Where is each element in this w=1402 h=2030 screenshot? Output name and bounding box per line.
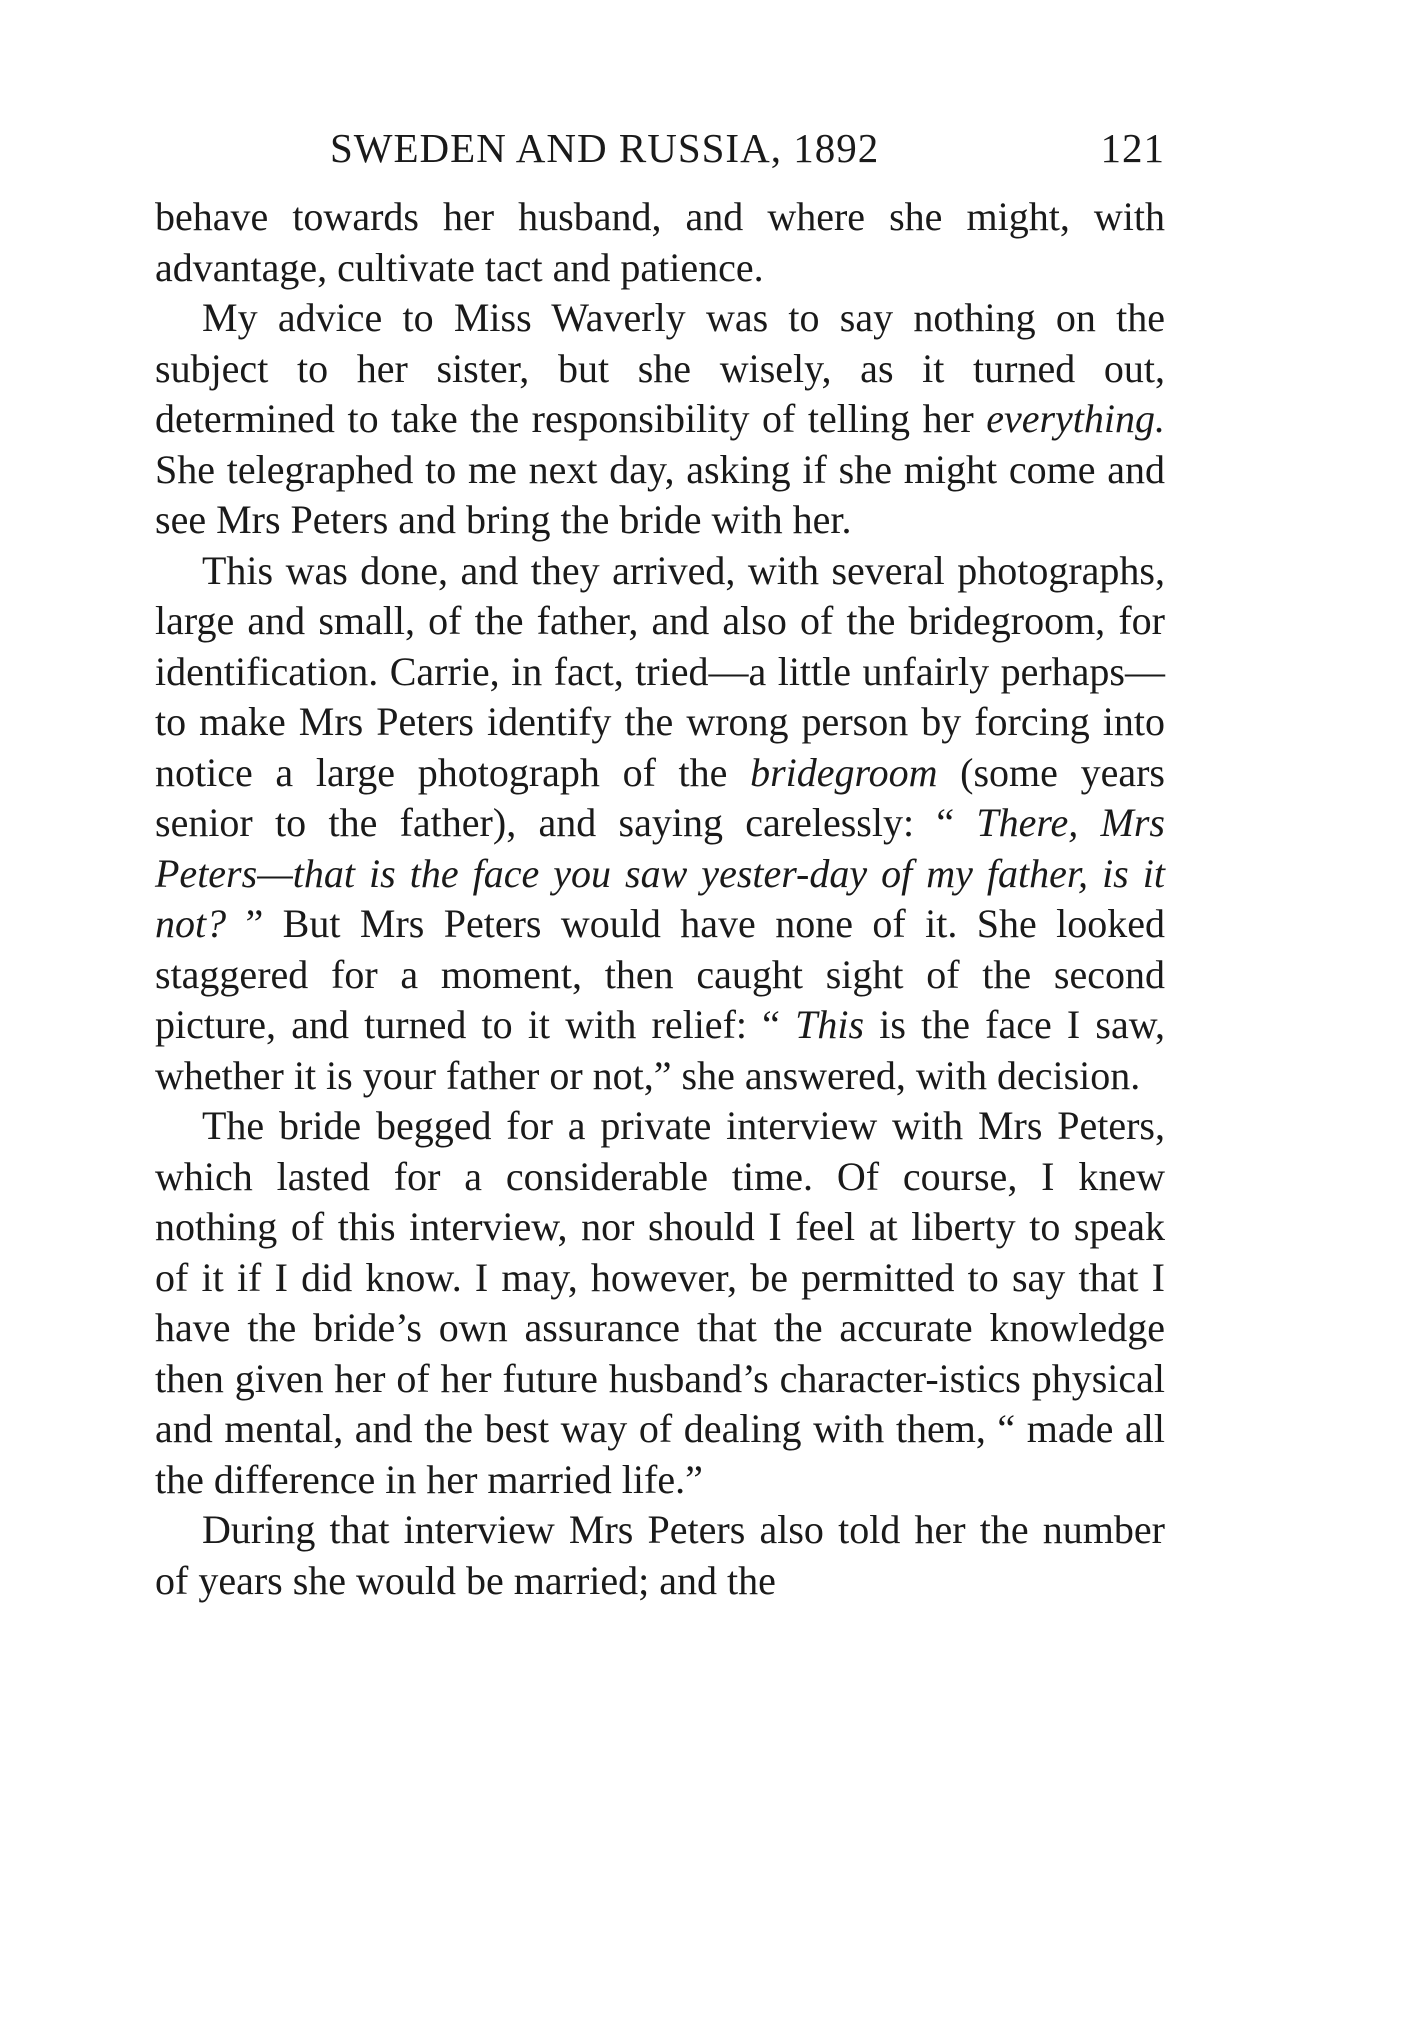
- italic-text: This: [795, 1002, 865, 1047]
- text-run: My advice to Miss Waverly was to say nothing on the subject to her sister, but she wisely, as it turned out, determined to take the responsibility of telling her: [155, 295, 1165, 441]
- paragraph: [155, 1505, 1165, 1606]
- body-text: [155, 192, 1165, 1606]
- italic-text: everything.: [986, 396, 1165, 441]
- page-number: 121: [1100, 125, 1165, 171]
- running-head: [155, 118, 1165, 178]
- paragraph: [155, 1101, 1165, 1505]
- paragraph: [155, 192, 1165, 293]
- text-run: is the face I saw, whether it is your father or not,” she answered, with decision.: [155, 1002, 1165, 1098]
- text-run: (some years senior to the father), and saying carelessly: “: [155, 749, 1165, 845]
- text-run: This was done, and they arrived, with several photographs, large and small, of the father, and also of the bridegroom, for identification. Carrie, in fact, tried—a little unfairly perhaps—to make Mrs Peters identify the wrong person by forcing into notice a large photograph of the: [155, 547, 1165, 795]
- text-run: During that interview Mrs Peters also told her the number of years she would be married; and the: [155, 1507, 1165, 1603]
- italic-text: There, Mrs Peters—that is the face you saw yester-day of my father, is it not?: [155, 800, 1165, 946]
- text-run: The bride begged for a private interview with Mrs Peters, which lasted for a considerable time. Of course, I knew nothing of this interview, nor should I feel at liberty to speak of it if I did know. I may, however, be permitted to say that I have the bride’s own assurance that the accurate knowledge then given her of her future husband’s character-istics physical and mental, and the best way of dealing with them, “ made all the difference in her married life.”: [155, 1103, 1165, 1502]
- text-run: behave towards her husband, and where she might, with advantage, cultivate tact and patience.: [155, 194, 1165, 290]
- paragraph: [155, 293, 1165, 546]
- text-run: She telegraphed to me next day, asking if she might come and see Mrs Peters and bring the bride with her.: [155, 446, 1165, 542]
- italic-text: bridegroom: [750, 749, 938, 795]
- running-title: SWEDEN AND RUSSIA, 1892: [330, 125, 880, 171]
- text-run: ” But Mrs Peters would have none of it. She looked staggered for a moment, then caught sight of the second picture, and turned to it with relief: “: [155, 901, 1165, 1047]
- paragraph: [155, 546, 1165, 1102]
